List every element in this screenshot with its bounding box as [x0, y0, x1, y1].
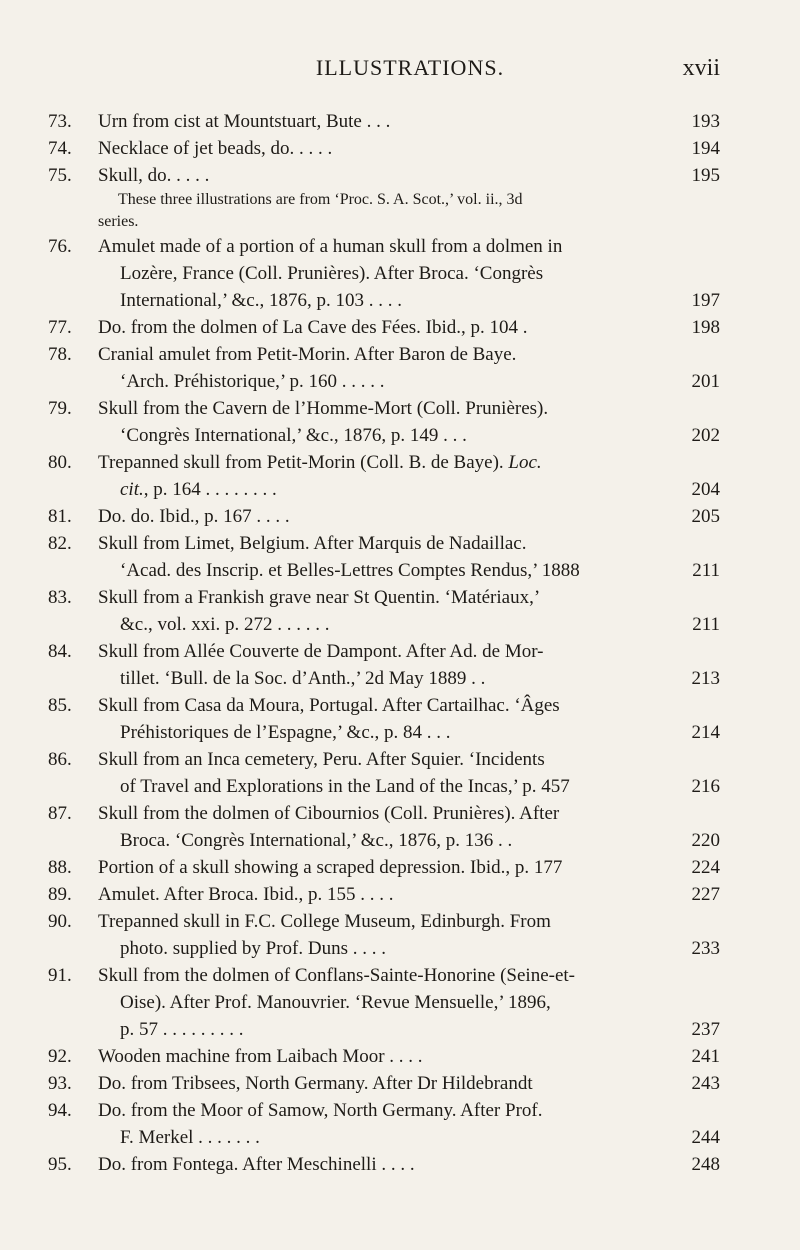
entry-line: Amulet. After Broca. Ibid., p. 155 . . . . — [98, 884, 394, 905]
entry-page-value: 194 — [691, 138, 720, 159]
entry-page-number — [660, 908, 720, 962]
entry-line: Wooden machine from Laibach Moor . . . . — [98, 1046, 423, 1067]
entry-page-value: 216 — [691, 776, 720, 797]
entry-page-value: 193 — [691, 111, 720, 132]
list-item — [48, 341, 720, 395]
entry-page-number — [660, 962, 720, 1043]
entry-page-number — [660, 108, 720, 135]
entry-page-number — [660, 449, 720, 503]
entry-page-value: 195 — [691, 165, 720, 186]
entry-text — [98, 189, 660, 233]
entry-page-number — [660, 503, 720, 530]
list-item — [48, 1043, 720, 1070]
entry-page-number — [660, 135, 720, 162]
entry-text — [98, 162, 660, 189]
entry-number: 79. — [48, 398, 72, 419]
entry-page-number — [660, 881, 720, 908]
list-item — [48, 1151, 720, 1178]
entry-line: Skull from Allée Couverte de Dampont. After Ad. de Mor- — [98, 641, 544, 662]
entry-page-value: 233 — [691, 938, 720, 959]
entry-number: 86. — [48, 749, 72, 770]
illustration-list — [48, 108, 720, 1178]
list-item — [48, 503, 720, 530]
entry-number: 92. — [48, 1046, 72, 1067]
entry-page-number — [660, 692, 720, 746]
entry-text — [98, 449, 660, 503]
entry-number: 73. — [48, 111, 72, 132]
entry-line: Oise). After Prof. Manouvrier. ‘Revue Mensuelle,’ 1896, — [120, 992, 551, 1013]
entry-text — [98, 1043, 660, 1070]
list-item — [48, 108, 720, 135]
list-item — [48, 189, 720, 233]
entry-line: &c., vol. xxi. p. 272 . . . . . . — [120, 614, 330, 635]
entry-page-number — [660, 1097, 720, 1151]
entry-page-value: 204 — [691, 479, 720, 500]
list-item — [48, 881, 720, 908]
entry-text — [98, 1151, 660, 1178]
entry-page-number — [660, 189, 720, 233]
entry-text — [98, 503, 660, 530]
entry-page-number — [660, 1151, 720, 1178]
entry-text — [98, 395, 660, 449]
entry-text — [98, 341, 660, 395]
entry-page-number — [660, 162, 720, 189]
entry-page-value: 201 — [691, 371, 720, 392]
entry-line: cit., p. 164 . . . . . . . . — [120, 479, 277, 500]
list-item — [48, 692, 720, 746]
entry-number: 93. — [48, 1073, 72, 1094]
entry-page-value: 213 — [691, 668, 720, 689]
entry-line: Necklace of jet beads, do. . . . . — [98, 138, 333, 159]
entry-number: 94. — [48, 1100, 72, 1121]
entry-page-value: 211 — [692, 614, 720, 635]
entry-line: Do. from the dolmen of La Cave des Fées. Ibid., p. 104 . — [98, 317, 528, 338]
entry-page-value: 241 — [691, 1046, 720, 1067]
entry-line: Skull from the dolmen of Cibournios (Coll. Prunières). After — [98, 803, 560, 824]
entry-page-number — [660, 233, 720, 314]
list-item — [48, 233, 720, 314]
entry-page-value: 198 — [691, 317, 720, 338]
entry-page-value: 220 — [691, 830, 720, 851]
entry-text — [98, 108, 660, 135]
entry-text — [98, 854, 660, 881]
entry-page-value: 227 — [691, 884, 720, 905]
entry-note-line: These three illustrations are from ‘Proc. S. A. Scot.,’ vol. ii., 3d — [118, 191, 523, 208]
entry-page-value: 224 — [691, 857, 720, 878]
entry-number: 88. — [48, 857, 72, 878]
list-item — [48, 395, 720, 449]
list-item — [48, 530, 720, 584]
entry-text — [98, 1097, 660, 1151]
page-title: ILLUSTRATIONS. — [315, 55, 505, 80]
entry-text — [98, 530, 660, 584]
list-item — [48, 1097, 720, 1151]
entry-page-number — [660, 341, 720, 395]
entry-text — [98, 314, 660, 341]
entry-line: Skull from Casa da Moura, Portugal. After Cartailhac. ‘Âges — [98, 695, 560, 716]
entry-page-value: 197 — [691, 290, 720, 311]
page-header — [100, 55, 720, 83]
list-item — [48, 746, 720, 800]
entry-number: 75. — [48, 165, 72, 186]
entry-page-value: 244 — [691, 1127, 720, 1148]
entry-page-number — [660, 1043, 720, 1070]
entry-line: Do. from Fontega. After Meschinelli . . . . — [98, 1154, 415, 1175]
entry-line: Skull from a Frankish grave near St Quentin. ‘Matériaux,’ — [98, 587, 541, 608]
list-item — [48, 449, 720, 503]
list-item — [48, 314, 720, 341]
list-item — [48, 800, 720, 854]
entry-number: 83. — [48, 587, 72, 608]
entry-line: Skull from the dolmen of Conflans-Sainte-Honorine (Seine-et- — [98, 965, 576, 986]
entry-page-value: 202 — [691, 425, 720, 446]
list-item — [48, 638, 720, 692]
entry-page-number — [660, 638, 720, 692]
entry-text — [98, 692, 660, 746]
entry-line: ‘Congrès International,’ &c., 1876, p. 149 . . . — [120, 425, 467, 446]
entry-page-value: 205 — [691, 506, 720, 527]
entry-text — [98, 908, 660, 962]
entry-number: 77. — [48, 317, 72, 338]
entry-text — [98, 962, 660, 1043]
entry-line: ‘Acad. des Inscrip. et Belles-Lettres Comptes Rendus,’ 1888 — [120, 560, 580, 581]
entry-line: ‘Arch. Préhistorique,’ p. 160 . . . . . — [120, 371, 385, 392]
entry-text — [98, 233, 660, 314]
entry-number: 78. — [48, 344, 72, 365]
entry-line: Do. do. Ibid., p. 167 . . . . — [98, 506, 290, 527]
entry-text — [98, 638, 660, 692]
entry-number: 87. — [48, 803, 72, 824]
entry-line: photo. supplied by Prof. Duns . . . . — [120, 938, 386, 959]
entry-number: 76. — [48, 236, 72, 257]
entry-line: tillet. ‘Bull. de la Soc. d’Anth.,’ 2d May 1889 . . — [120, 668, 486, 689]
entry-line: Broca. ‘Congrès International,’ &c., 1876, p. 136 . . — [120, 830, 513, 851]
entry-number: 81. — [48, 506, 72, 527]
entry-line: Trepanned skull from Petit-Morin (Coll. B. de Baye). Loc. — [98, 452, 542, 473]
entry-line: Skull from an Inca cemetery, Peru. After Squier. ‘Incidents — [98, 749, 545, 770]
entry-line: of Travel and Explorations in the Land of the Incas,’ p. 457 — [120, 776, 570, 797]
entry-number — [48, 189, 98, 233]
entry-number: 80. — [48, 452, 72, 473]
page-number: xvii — [682, 55, 720, 81]
entry-page-value: 243 — [691, 1073, 720, 1094]
entry-line: Do. from Tribsees, North Germany. After Dr Hildebrandt — [98, 1073, 533, 1094]
entry-text — [98, 881, 660, 908]
entry-page-number — [660, 800, 720, 854]
entry-line: Trepanned skull in F.C. College Museum, Edinburgh. From — [98, 911, 551, 932]
entry-page-number — [660, 530, 720, 584]
entry-number: 85. — [48, 695, 72, 716]
entry-line: International,’ &c., 1876, p. 103 . . . . — [120, 290, 402, 311]
entry-text — [98, 746, 660, 800]
entry-line: Skull, do. . . . . — [98, 165, 210, 186]
entry-page-number — [660, 1070, 720, 1097]
entry-line: Skull from Limet, Belgium. After Marquis de Nadaillac. — [98, 533, 527, 554]
entry-page-value: 248 — [691, 1154, 720, 1175]
entry-text — [98, 1070, 660, 1097]
entry-line: F. Merkel . . . . . . . — [120, 1127, 260, 1148]
entry-number: 95. — [48, 1154, 72, 1175]
entry-line: p. 57 . . . . . . . . . — [120, 1019, 244, 1040]
entry-line: Portion of a skull showing a scraped depression. Ibid., p. 177 — [98, 857, 563, 878]
list-item — [48, 135, 720, 162]
entry-page-value: 214 — [691, 722, 720, 743]
entry-page-number — [660, 314, 720, 341]
entry-number: 90. — [48, 911, 72, 932]
list-item — [48, 908, 720, 962]
entry-text — [98, 800, 660, 854]
entry-number: 89. — [48, 884, 72, 905]
list-item — [48, 162, 720, 189]
entry-line: Préhistoriques de l’Espagne,’ &c., p. 84 . . . — [120, 722, 451, 743]
list-item — [48, 1070, 720, 1097]
entry-text — [98, 135, 660, 162]
entry-page-number — [660, 584, 720, 638]
entry-page-value: 237 — [691, 1019, 720, 1040]
entry-page-number — [660, 395, 720, 449]
entry-number: 84. — [48, 641, 72, 662]
entry-page-value: 211 — [692, 560, 720, 581]
list-item — [48, 854, 720, 881]
entry-note-line: series. — [98, 213, 139, 230]
entry-line: Amulet made of a portion of a human skull from a dolmen in — [98, 236, 563, 257]
entry-line: Do. from the Moor of Samow, North Germany. After Prof. — [98, 1100, 543, 1121]
entry-number: 82. — [48, 533, 72, 554]
entry-text — [98, 584, 660, 638]
entry-number: 91. — [48, 965, 72, 986]
entry-line: Cranial amulet from Petit-Morin. After Baron de Baye. — [98, 344, 517, 365]
entry-page-number — [660, 746, 720, 800]
list-item — [48, 584, 720, 638]
entry-line: Urn from cist at Mountstuart, Bute . . . — [98, 111, 391, 132]
entry-line: Skull from the Cavern de l’Homme-Mort (Coll. Prunières). — [98, 398, 549, 419]
entry-line: Lozère, France (Coll. Prunières). After Broca. ‘Congrès — [120, 263, 544, 284]
list-item — [48, 962, 720, 1043]
entry-number: 74. — [48, 138, 72, 159]
entry-page-number — [660, 854, 720, 881]
